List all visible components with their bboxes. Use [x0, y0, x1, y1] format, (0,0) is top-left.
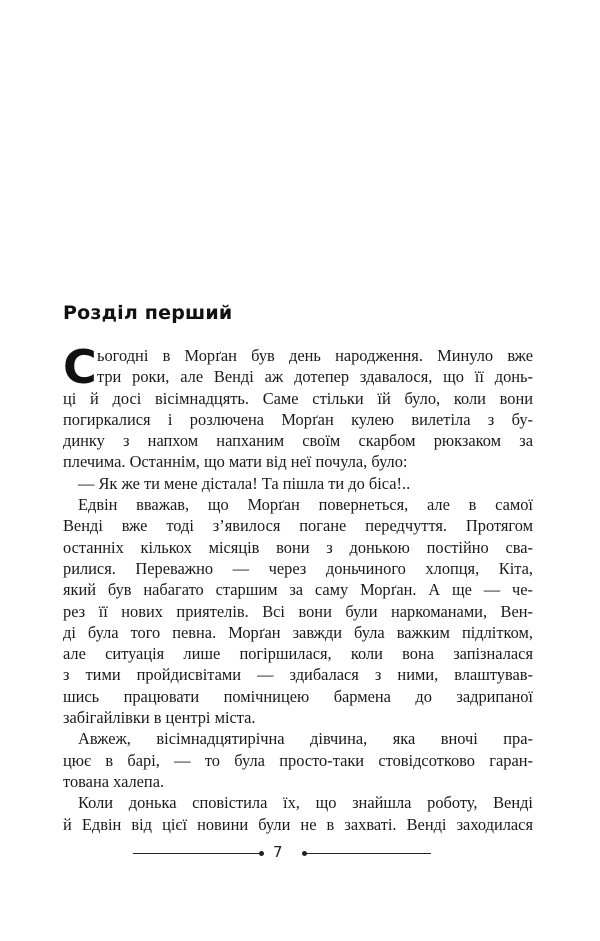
text-line: ді була того певна. Морґан завжди була важким підлітком,	[63, 622, 533, 642]
text-line: останніх кількох місяців вони з донькою постійно сва-	[63, 537, 533, 557]
chapter-title: Розділ перший	[63, 302, 233, 324]
footer-rule-right	[303, 853, 431, 854]
body-text	[63, 340, 533, 835]
text-line: але ситуація лише погіршилася, коли вона запізналася	[63, 644, 533, 664]
text-line: шись працювати помічницею бармена до задрипаної	[63, 686, 533, 706]
text-line: забігайлівки в центрі міста.	[63, 708, 256, 728]
text-line: який був набагато старшим за саму Морґан. А ще — че-	[63, 580, 533, 600]
text-line: погиркалися і розлючена Морґан кулею вилетіла з бу-	[63, 409, 533, 429]
text-line: й Едвін від цієї новини були не в захваті. Венді заходилася	[63, 814, 533, 834]
page-number: 7	[273, 843, 283, 861]
text-line: ці й досі вісімнадцять. Саме стільки їй було, коли вони	[63, 388, 533, 408]
text-line: три роки, але Венді аж дотепер здавалося, що її донь-	[97, 367, 533, 387]
text-line: Авжеж, вісімнадцятирічна дівчина, яка вночі пра-	[78, 729, 533, 749]
text-line: Едвін вважав, що Морґан повернеться, але в самої	[78, 495, 533, 515]
text-line: з тими пройдисвітами — здибалася з ними, влаштував-	[63, 665, 533, 685]
text-line: цює в барі, — то була просто-таки стовідсотково гаран-	[63, 750, 533, 770]
text-line: Коли донька сповістила їх, що знайшла роботу, Венді	[78, 793, 533, 813]
text-line: рилися. Переважно — через доньчиного хлопця, Кіта,	[63, 558, 533, 578]
footer-rule-left	[133, 853, 261, 854]
text-line: рез її нових приятелів. Всі вони були наркоманами, Вен-	[63, 601, 533, 621]
text-line: ьогодні в Морґан був день народження. Минуло вже	[97, 346, 533, 365]
text-line: — Як же ти мене дістала! Та пішла ти до біса!..	[78, 473, 411, 493]
footer-ornament-left	[259, 851, 264, 856]
text-line: Венді вже тоді з’явилося погане передчуття. Протягом	[63, 516, 533, 536]
drop-cap: С	[63, 340, 97, 394]
page-footer	[133, 843, 431, 863]
text-line: динку з напхом напханим своїм скарбом рюкзаком за	[63, 431, 533, 451]
text-line: тована халепа.	[63, 771, 165, 791]
text-line: плечима. Останнім, що мати від неї почула, було:	[63, 452, 408, 472]
